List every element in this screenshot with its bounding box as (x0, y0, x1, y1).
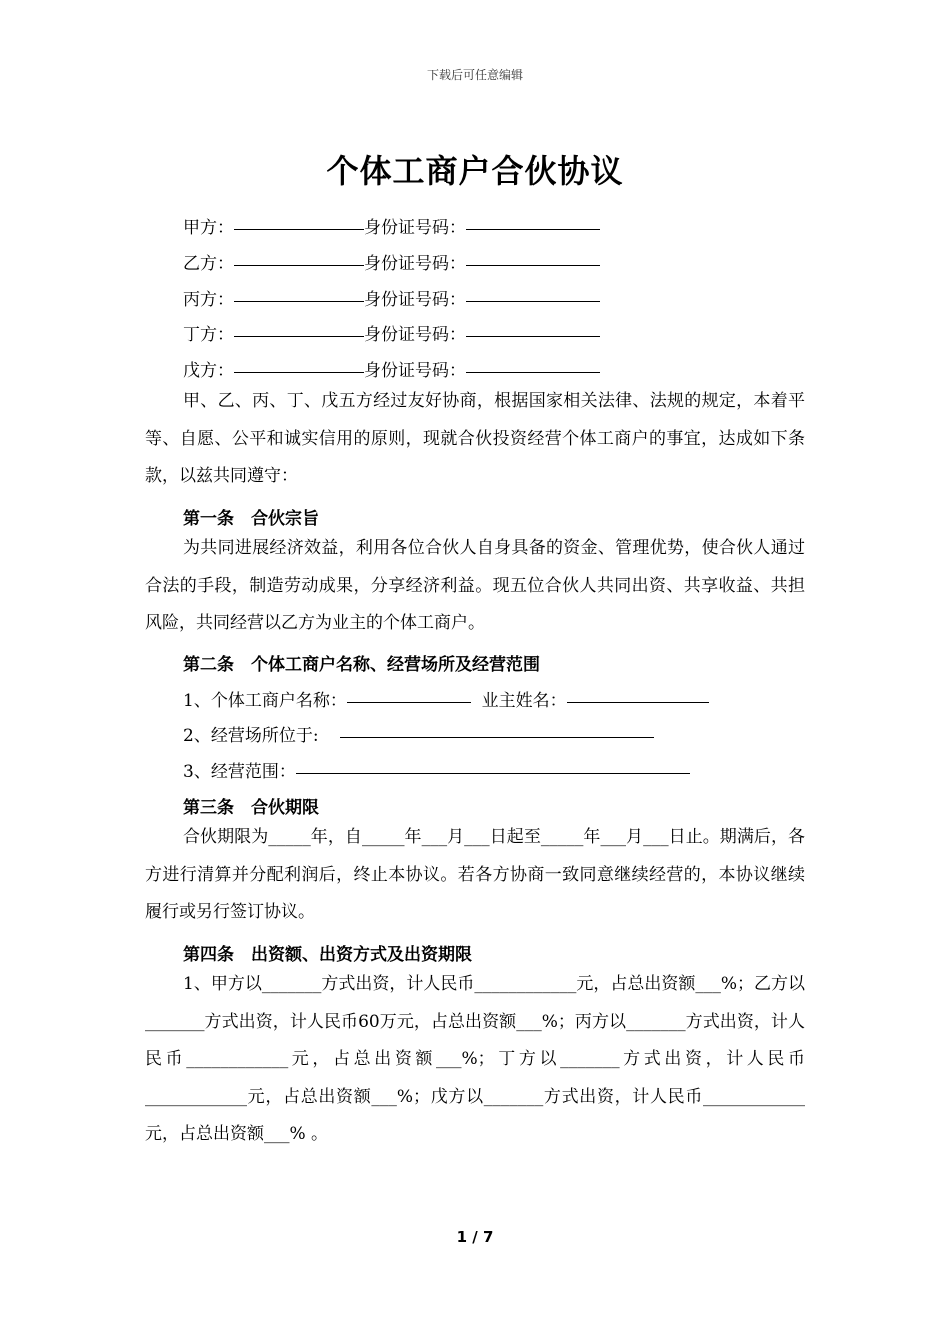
id-label: 身份证号码： (364, 361, 466, 381)
business-name-label: 1、个体工商户名称： (183, 691, 347, 711)
id-blank (466, 371, 600, 373)
party-label: 乙方： (183, 254, 234, 274)
id-label: 身份证号码： (364, 290, 466, 310)
name-blank (234, 264, 364, 266)
party-label: 丁方： (183, 325, 234, 345)
name-blank (234, 371, 364, 373)
id-blank (466, 335, 600, 337)
id-label: 身份证号码： (364, 325, 466, 345)
id-label: 身份证号码： (364, 254, 466, 274)
party-line-ding (183, 320, 600, 345)
id-blank (466, 300, 600, 302)
article-2-heading: 第二条 个体工商户名称、经营场所及经营范围 (183, 655, 540, 675)
id-label: 身份证号码： (364, 218, 466, 238)
page-header-note: 下载后可任意编辑 (426, 68, 523, 82)
business-name-blank (347, 701, 471, 703)
premises-blank (340, 736, 654, 738)
article-2-item-2 (183, 721, 654, 746)
article-3-body: 合伙期限为_____年，自_____年___月___日起至_____年___月___日止。期满后，各方进行清算并分配利润后，终止本协议。若各方协商一致同意继续经营的，本协议继续履行或另行签订协议。 (145, 827, 805, 922)
premises-label: 2、经营场所位于: (183, 726, 319, 746)
party-line-yi (183, 249, 600, 274)
name-blank (234, 335, 364, 337)
party-line-bing (183, 285, 600, 310)
party-label: 丙方： (183, 290, 234, 310)
article-1-body: 为共同进展经济效益，利用各位合伙人自身具备的资金、管理优势，使合伙人通过合法的手段，制造劳动成果，分享经济利益。现五位合伙人共同出资、共享收益、共担风险，共同经营以乙方为业主的个体工商户。 (145, 538, 805, 633)
name-blank (234, 228, 364, 230)
id-blank (466, 264, 600, 266)
party-label: 戊方： (183, 361, 234, 381)
article-4-heading: 第四条 出资额、出资方式及出资期限 (183, 945, 472, 965)
name-blank (234, 300, 364, 302)
article-2-item-3 (183, 757, 690, 782)
article-1-heading: 第一条 合伙宗旨 (183, 509, 319, 529)
page-number: 1 / 7 (456, 1228, 494, 1246)
id-blank (466, 228, 600, 230)
party-line-wu (183, 356, 600, 381)
intro-paragraph: 甲、乙、丙、丁、戊五方经过友好协商，根据国家相关法律、法规的规定，本着平等、自愿、公平和诚实信用的原则，现就合伙投资经营个体工商户的事宜，达成如下条款，以兹共同遵守： (145, 391, 805, 486)
owner-name-blank (567, 701, 709, 703)
document-title: 个体工商户合伙协议 (326, 152, 624, 190)
article-2-item-1 (183, 686, 709, 711)
article-4-body: 1、甲方以_______方式出资，计人民币____________元，占总出资额___%；乙方以_______方式出资，计人民币60万元，占总出资额___%；丙方以_______方式出资，计人民币____________元，占总出资额___%；丁方以_______方式出资，计人民币____________元，占总出资额___%；戊方以_______方式出资，计人民币____________元，占总出资额___% 。 (145, 974, 805, 1144)
article-3-heading: 第三条 合伙期限 (183, 798, 319, 818)
party-line-jia (183, 213, 600, 238)
scope-label: 3、经营范围： (183, 762, 296, 782)
scope-blank (296, 772, 690, 774)
party-label: 甲方： (183, 218, 234, 238)
owner-name-label: 业主姓名： (481, 691, 567, 711)
